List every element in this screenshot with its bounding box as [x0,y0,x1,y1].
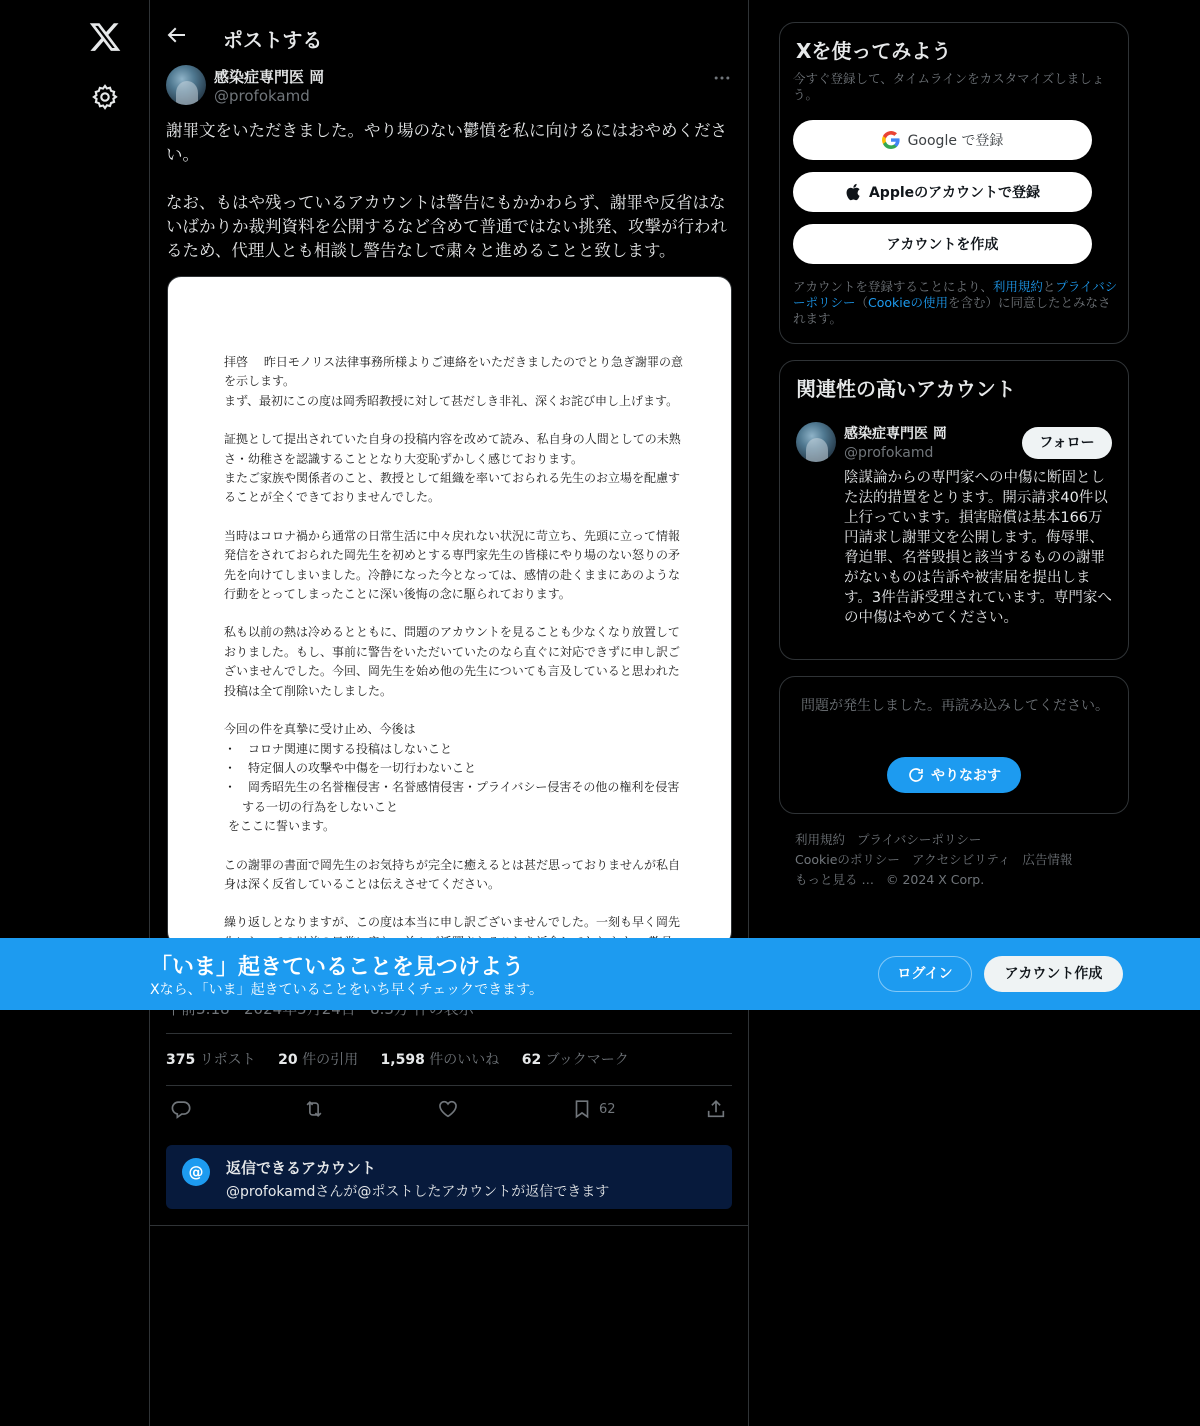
document-pledge [224,720,684,836]
google-signup-button[interactable] [793,120,1092,160]
related-accounts-card [779,360,1129,660]
banner-title: 「いま」起きていることを見つけよう [150,955,525,980]
pledge-item: ・ 特定個人の攻撃や中傷を一切行わないこと [224,760,477,775]
apple-icon [845,183,861,201]
post-author [166,64,732,110]
bookmark-button[interactable] [571,1098,616,1120]
pledge-item: ・ コロナ関連に関する投稿はしないこと [224,741,453,756]
left-nav [0,0,150,1426]
post-text-paragraph: なお、もはや残っているアカウントは警告にもかかわらず、謝罪や反省はないばかりか裁判資料を公開するなど含めて普通ではない挑発、攻撃が行われるため、代理人とも相談し警告なしで粛々と進めることと致します。 [166,193,727,260]
document-paragraph: 拝啓 昨日モノリス法律事務所様よりご連絡をいただきましたのでとり急ぎ謝罪の意を示します。 まず、最初にこの度は岡秀昭教授に対して甚だしき非礼、深くお詫び申し上げます。 [224,355,683,408]
gear-icon[interactable] [91,83,119,111]
post-actions [166,1087,732,1133]
reply-restriction-notice [166,1145,732,1209]
retry-label: やりなおす [931,768,1001,784]
create-account-label: アカウントを作成 [886,237,999,253]
x-logo-icon[interactable] [88,20,122,54]
document-paragraph: 繰り返しとなりますが、この度は本当に申し訳ございませんでした。一刻も早く岡先 [224,915,681,930]
related-account-bio: 陰謀論からの専門家への中傷に断固とした法的措置をとります。開示請求40件以上行っています。損害賠償は基本166万円請求し謝罪文を公開します。侮辱罪、脅迫罪、名誉毀損と該当するものの謝罪がないものは告訴や被害届を提出します。3件告訴受理されています。専門家への中傷はやめてください。 [844,470,1112,626]
pledge-intro: 今回の件を真摯に受け止め、今後は [224,722,416,737]
signup-subtitle: 今すぐ登録して、タイムラインをカスタマイズしましょう。 [793,71,1105,102]
error-message: 問題が発生しました。再読み込みしてください。 [801,698,1109,714]
divider [150,1225,748,1226]
retry-button[interactable] [887,757,1021,793]
post-text-paragraph: 謝罪文をいただきました。やり場のない鬱憤を私に向けるにはおやめください。 [166,121,727,164]
footer-link-more[interactable]: もっと見る … [795,872,874,887]
footer-link-accessibility[interactable]: アクセシビリティ [911,852,1011,867]
page-header [150,0,750,60]
related-title: 関連性の高いアカウント [796,377,1016,401]
pledge-item: ・ 岡秀昭先生の名誉権侵害・名誉感情侵害・プライバシー侵害その他の権利を侵害する一切の行為をしないこと [224,780,680,814]
login-banner [0,938,1200,1010]
apple-signup-button[interactable] [793,172,1092,212]
signup-terms: アカウントを登録することにより、利用規約とプライバシーポリシー（Cookieの使用を含む）に同意したとみなされます。 [793,279,1118,326]
footer-link-privacy[interactable]: プライバシーポリシー [857,832,982,847]
error-card [779,676,1129,814]
terms-link[interactable]: 利用規約 [992,279,1043,294]
footer-links [795,830,1125,890]
reply-restriction-title: 返信できるアカウント [226,1159,376,1177]
footer-copyright: © 2024 X Corp. [885,872,985,887]
footer-link-cookie[interactable]: Cookieのポリシー [795,852,900,867]
share-icon [705,1098,727,1120]
avatar[interactable] [796,422,836,462]
google-signup-label: Google で登録 [907,133,1004,149]
footer-link-ads[interactable]: 広告情報 [1022,852,1073,867]
bookmarks-stat[interactable]: 62 ブックマーク [521,1052,629,1068]
repost-icon [303,1098,325,1120]
follow-button[interactable]: フォロー [1022,427,1112,459]
related-account-handle[interactable]: @profokamd [844,445,934,461]
post-stats [166,1033,732,1086]
mention-icon: @ [182,1158,210,1186]
privacy-link[interactable]: プライバシーポリシー [793,279,1118,310]
more-options-icon[interactable] [712,68,732,88]
author-name[interactable]: 感染症専門医 岡 [214,68,325,86]
signup-card [779,22,1129,344]
like-button[interactable] [437,1098,459,1120]
reply-icon [170,1098,192,1120]
footer-link-terms[interactable]: 利用規約 [795,832,846,847]
google-icon [882,131,900,149]
reposts-stat[interactable]: 375 リポスト [166,1052,256,1068]
reply-button[interactable] [170,1098,192,1120]
post-text [166,119,732,287]
back-arrow-icon[interactable] [164,23,188,47]
bookmark-icon [571,1098,593,1120]
repost-button[interactable] [303,1098,325,1120]
banner-subtitle: Xなら、「いま」起きていることをいち早くチェックできます。 [150,982,544,998]
heart-icon [437,1098,459,1120]
quotes-stat[interactable]: 20 件の引用 [278,1052,359,1068]
share-button[interactable] [705,1098,727,1120]
cookie-link[interactable]: Cookieの使用 [868,295,948,310]
create-account-button[interactable] [793,224,1092,264]
post-image[interactable] [167,276,732,946]
avatar[interactable] [166,65,206,105]
login-button[interactable]: ログイン [878,956,972,992]
reply-restriction-subtitle: @profokamdさんが@ポストしたアカウントが返信できます [226,1184,610,1200]
signup-button[interactable]: アカウント作成 [984,956,1123,992]
apple-signup-label: Appleのアカウントで登録 [868,185,1041,201]
bookmark-count: 62 [599,1101,616,1117]
document-paragraph: 当時はコロナ禍から通常の日常生活に中々戻れない状況に苛立ち、先頭に立って情報発信をされておられた岡先生を初めとする専門家先生の皆様にやり場のない怒りの矛先を向けてしまいました。冷静になった今となっては、感情の赴くままにあのような行動をとってしまったことに深い後悔の念に駆られております。 [224,528,681,602]
document-paragraph: 証拠として提出されていた自身の投稿内容を改めて読み、私自身の人間としての未熟さ・幼稚さを認識することとなり大変恥ずかしく感じております。 またご家族や関係者のこと、教授として組織を率いておられる先生のお立場を配慮することが全くできておりませんでした。 [224,432,681,505]
likes-stat[interactable]: 1,598 件のいいね [380,1052,500,1068]
document-paragraph: この謝罪の書面で岡先生のお気持ちが完全に癒えるとは甚だ思っておりませんが私自身は深く反省していることは伝えさせてください。 [224,857,681,891]
document-paragraph: 私も以前の熱は冷めるとともに、問題のアカウントを見ることも少なくなり放置しておりました。もし、事前に警告をいただいていたのなら直ぐに対応できずに申し訳ございませんでした。今回、岡先生を始め他の先生についても言及していると思われた投稿は全て削除いたしました。 [224,625,681,698]
pledge-outro: をここに誓います。 [228,819,336,834]
main-column [149,0,749,1426]
refresh-icon [907,766,925,784]
author-handle[interactable]: @profokamd [214,87,310,105]
signup-title: Xを使ってみよう [796,39,952,63]
related-account-name[interactable]: 感染症専門医 岡 [844,426,947,442]
page-title: ポストする [223,28,323,52]
apology-document [224,353,684,946]
